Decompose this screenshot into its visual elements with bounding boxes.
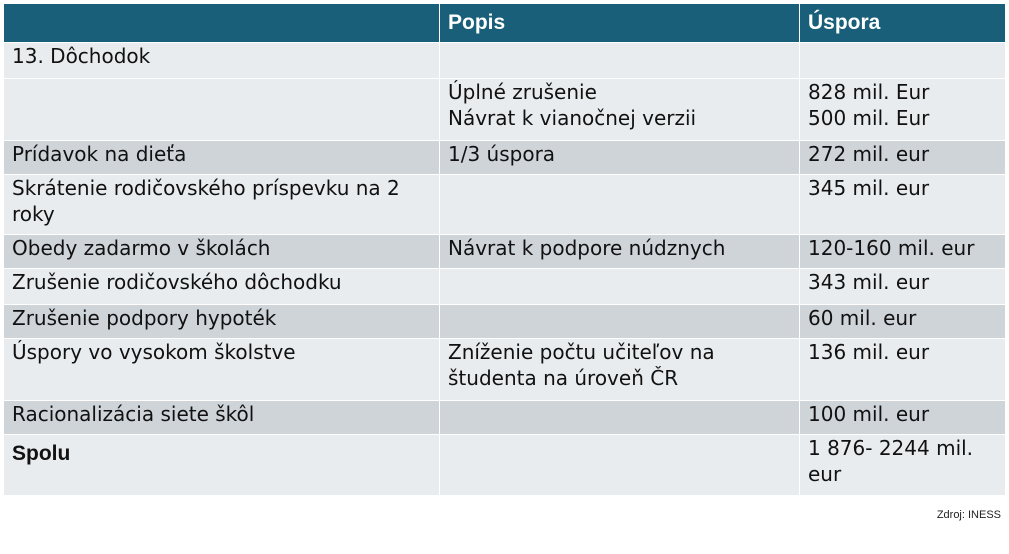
row-label: 13. Dôchodok (4, 43, 440, 79)
row-description: Návrat k podpore núdznych (440, 235, 800, 269)
total-label: Spolu (4, 435, 440, 496)
table-row (4, 43, 1006, 79)
row-value: 345 mil. eur (800, 175, 1006, 235)
table-row (4, 141, 1006, 175)
row-description: Zníženie počtu učiteľov na študenta na úroveň ČR (440, 339, 800, 401)
description-line: Návrat k vianočnej verzii (448, 106, 697, 130)
row-label: Zrušenie podpory hypoték (4, 305, 440, 339)
table-row (4, 305, 1006, 339)
row-label (4, 79, 440, 141)
header-savings: Úspora (800, 4, 1006, 43)
row-label: Zrušenie rodičovského dôchodku (4, 269, 440, 305)
row-description (440, 305, 800, 339)
row-value: 272 mil. eur (800, 141, 1006, 175)
total-value: 1 876- 2244 mil. eur (800, 435, 1006, 496)
row-label: Racionalizácia siete škôl (4, 401, 440, 435)
row-value: 343 mil. eur (800, 269, 1006, 305)
value-line: 500 mil. Eur (808, 106, 930, 130)
row-value (800, 79, 1006, 141)
table-row (4, 339, 1006, 401)
row-description (440, 79, 800, 141)
table-row (4, 401, 1006, 435)
row-value (800, 43, 1006, 79)
row-description (440, 269, 800, 305)
table-row (4, 175, 1006, 235)
row-label: Prídavok na dieťa (4, 141, 440, 175)
row-description (440, 43, 800, 79)
source-note: Zdroj: INESS (936, 509, 1001, 521)
row-value: 60 mil. eur (800, 305, 1006, 339)
table-row (4, 235, 1006, 269)
row-label: Úspory vo vysokom školstve (4, 339, 440, 401)
total-row (4, 435, 1006, 496)
value-line: 828 mil. Eur (808, 80, 930, 104)
table-header-row (4, 4, 1006, 43)
row-description (440, 401, 800, 435)
header-item (4, 4, 440, 43)
row-description: 1/3 úspora (440, 141, 800, 175)
table-row (4, 269, 1006, 305)
description-line: Úplné zrušenie (448, 80, 597, 104)
savings-table (3, 3, 1006, 496)
row-label: Obedy zadarmo v školách (4, 235, 440, 269)
row-description (440, 175, 800, 235)
row-value: 100 mil. eur (800, 401, 1006, 435)
row-label: Skrátenie rodičovského príspevku na 2 roky (4, 175, 440, 235)
table-row (4, 79, 1006, 141)
row-value: 120-160 mil. eur (800, 235, 1006, 269)
row-value: 136 mil. eur (800, 339, 1006, 401)
header-description: Popis (440, 4, 800, 43)
row-description (440, 435, 800, 496)
